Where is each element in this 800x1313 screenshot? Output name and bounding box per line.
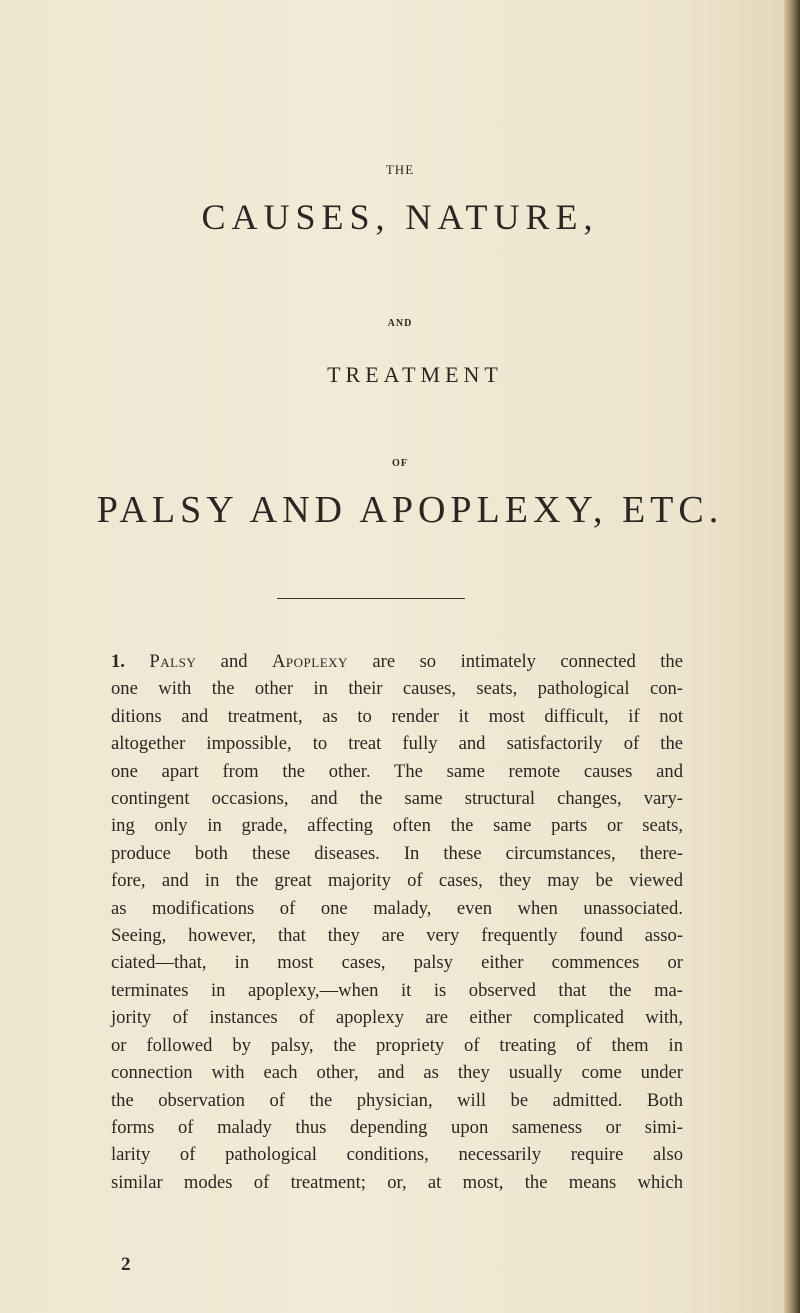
title-divider-rule <box>277 598 465 599</box>
conjunction: and <box>196 651 272 672</box>
section-1-paragraph <box>111 648 683 1196</box>
paragraph-line: one apart from the other. The same remote causes and <box>111 760 683 782</box>
paragraph-line: ciated—that, in most cases, palsy either commences or <box>111 952 683 974</box>
title-and: AND <box>387 318 413 329</box>
title-line-palsy-apoplexy: PALSY AND APOPLEXY, ETC. <box>96 489 724 531</box>
paragraph-line <box>111 648 683 675</box>
paragraph-line: fore, and in the great majority of cases, they may be viewed <box>111 870 683 892</box>
book-page-edge <box>784 0 800 1313</box>
paragraph-line: as modifications of one malady, even when unassociated. <box>111 897 683 919</box>
paragraph-line: altogether impossible, to treat fully and satisfactorily of the <box>111 733 683 755</box>
paragraph-line: similar modes of treatment; or, at most, the means which <box>111 1171 683 1193</box>
paragraph-line: the observation of the physician, will be admitted. Both <box>111 1089 683 1111</box>
title-line-causes-nature: CAUSES, NATURE, <box>201 197 599 237</box>
signature-mark: 2 <box>121 1254 131 1275</box>
paragraph-line: jority of instances of apoplexy are either complicated with, <box>111 1007 683 1029</box>
term-apoplexy: Apoplexy <box>272 651 348 672</box>
section-number: 1. <box>111 651 125 672</box>
paragraph-line: larity of pathological conditions, necessarily require also <box>111 1144 683 1166</box>
title-of: OF <box>392 458 408 469</box>
paragraph-line: produce both these diseases. In these circumstances, there- <box>111 842 683 864</box>
paragraph-line: ing only in grade, affecting often the same parts or seats, <box>111 815 683 837</box>
term-palsy: Palsy <box>149 651 197 672</box>
paragraph-line: contingent occasions, and the same structural changes, vary- <box>111 788 683 810</box>
paragraph-line: or followed by palsy, the propriety of treating of them in <box>111 1034 683 1056</box>
paragraph-line: forms of malady thus depending upon sameness or simi- <box>111 1116 683 1138</box>
paragraph-line: Seeing, however, that they are very frequently found asso- <box>111 925 683 947</box>
paragraph-line: terminates in apoplexy,—when it is observed that the ma- <box>111 979 683 1001</box>
paragraph-line: connection with each other, and as they usually come under <box>111 1062 683 1084</box>
paragraph-line: one with the other in their causes, seats, pathological con- <box>111 678 683 700</box>
title-the: THE <box>385 162 415 177</box>
line-text: are so intimately connected the <box>347 651 683 672</box>
title-line-treatment: TREATMENT <box>327 362 503 387</box>
paragraph-line: ditions and treatment, as to render it most difficult, if not <box>111 705 683 727</box>
